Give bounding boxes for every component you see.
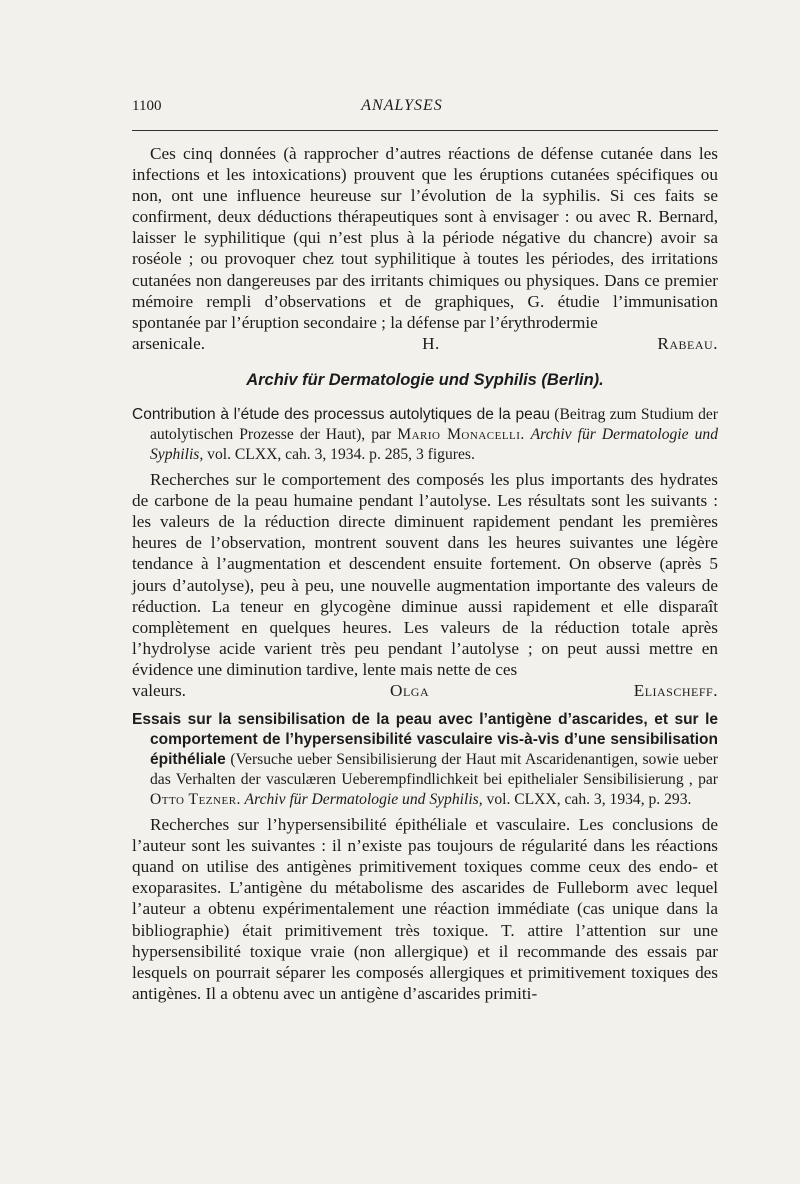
entry-1-journal: Archiv für Dermatologie und Syphilis, <box>150 426 718 464</box>
entry-1-body-text: Recherches sur le comportement des composés les plus importants des hydrates de carbone de la peau humaine pendant l’autolyse. Les résultats sont les suivants : les valeurs de la réduction directe diminuent rapidement pendant les premières heures de l’observation, montrent souvent dans les heures suivantes une légère tendance à l’augmentation et descendent ensuite fortement. On observe (après 5 jours d’autolyse), peu à peu, une nouvelle augmentation importante des valeurs de réduction. La teneur en glycogène diminue aussi rapidement et elle disparaît complètement en quelques heures. Les valeurs de la réduction totale après l’hydrolyse acide varient très peu pendant l’autolyse ; on peut aussi mettre en évidence une diminution tardive, lente mais nette de ces <box>132 470 718 679</box>
entry-2-title: Essais sur la sensibilisation de la peau avec l’antigène d’ascarides, et sur le comportement de l’hypersensibilité vasculaire vis-à-vis d’une sensibilisation épithéliale <box>132 711 718 769</box>
entry-1-title: Contribution à l’étude des processus autolytiques de la peau <box>132 406 550 424</box>
intro-last-line: arsenicale. <box>132 333 205 353</box>
entry-2-heading <box>132 710 718 810</box>
intro-text: Ces cinq données (à rapprocher d’autres réactions de défense cutanée dans les infections et les intoxications) prouvent que les éruptions cutanées spécifiques ou non, ont une influence heureuse sur l’évolution de la syphilis. Si ces faits se confirment, deux déductions thérapeutiques sont à envisager : ou avec R. Bernard, laisser le syphilitique (qui n’est plus à la période négative du chancre) avoir sa roséole ; ou provoquer chez tout syphilitique à toutes les périodes, des irritations cutanées non dangereuses par des irritants chimiques ou physiques. Dans ce premier mémoire rempli d’observations et de graphiques, G. étudie l’immunisation spontanée par l’éruption secondaire ; la défense par l’érythrodermie <box>132 144 718 332</box>
intro-signature: H. Rabeau. <box>422 333 718 353</box>
page-number: 1100 <box>132 98 162 114</box>
entry-1-body <box>132 469 718 680</box>
intro-signature-line <box>132 333 718 354</box>
entry-2 <box>132 710 718 1004</box>
entry-1-signature-line <box>132 680 718 701</box>
page-content <box>132 143 718 1004</box>
entry-1 <box>132 405 718 701</box>
entry-1-signature: Olga Eliascheff. <box>390 680 719 700</box>
page-header <box>132 98 672 122</box>
entry-1-last-line: valeurs. <box>132 680 186 700</box>
entry-2-orig-title: (Versuche ueber Sensibilisierung der Haut mit Ascaridenantigen, sowie ueber das Verhalten der vasculæren Ueberempfindlichkeit bei epithelialer Sensibilisierung , par <box>150 751 718 789</box>
header-rule <box>132 130 718 131</box>
journal-heading: Archiv für Dermatologie und Syphilis (Berlin). <box>246 370 604 389</box>
entry-1-reference: vol. CLXX, cah. 3, 1934. p. 285, 3 figures. <box>203 446 475 464</box>
entry-2-body-text: Recherches sur l’hypersensibilité épithéliale et vasculaire. Les conclusions de l’auteur sont les suivantes : il n’existe pas toujours de régularité dans les réactions quand on utilise des antigènes primitivement toxiques comme ceux des endo- et exoparasites. L’antigène du métabolisme des ascarides de Fulleborm avec lequel l’auteur a obtenu expérimentalement une réaction immédiate (cas unique dans la bibliographie) était primitivement très toxique. T. attire l’attention sur une hypersensibilité toxique vraie (non allergique) et il recommande des essais par lesquels on pourrait séparer les composés allergiques et primitivement toxiques des antigènes. Il a obtenu avec un antigène d’ascarides primiti- <box>132 815 718 1003</box>
running-title: ANALYSES <box>361 97 443 114</box>
entry-1-orig-title: (Beitrag zum Studium der autolytischen Prozesse der Haut), par <box>150 406 718 444</box>
entry-2-reference: vol. CLXX, cah. 3, 1934, p. 293. <box>482 791 692 809</box>
entry-2-body <box>132 814 718 1004</box>
entry-1-heading <box>132 405 718 465</box>
entry-1-author: Mario Monacelli. <box>397 426 525 444</box>
intro-paragraph <box>132 143 718 333</box>
entry-2-journal: Archiv für Dermatologie und Syphilis, <box>240 791 483 809</box>
entry-2-author: Otto Tezner. <box>150 791 241 809</box>
